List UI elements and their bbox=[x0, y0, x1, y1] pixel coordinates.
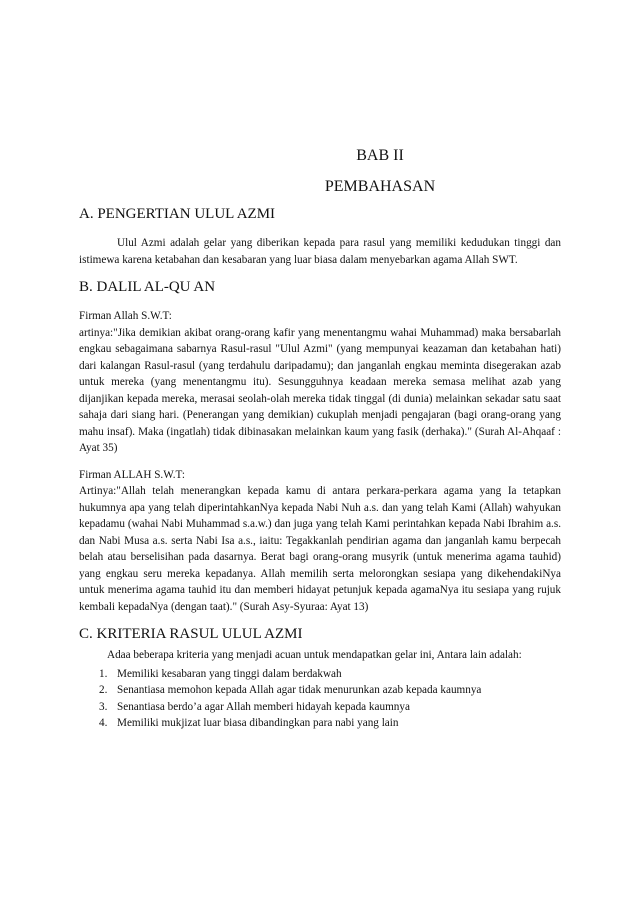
list-item bbox=[99, 699, 561, 716]
section-c-intro: Adaa beberapa kriteria yang menjadi acuan untuk mendapatkan gelar ini, Antara lain adalah: bbox=[107, 649, 522, 661]
list-item-number: 3. bbox=[99, 700, 108, 713]
list-item-text: Senantiasa berdo’a agar Allah memberi hidayah kepada kaumnya bbox=[117, 700, 410, 713]
section-c-heading: C. KRITERIA RASUL ULUL AZMI bbox=[79, 626, 303, 642]
section-a-heading: A. PENGERTIAN ULUL AZMI bbox=[79, 206, 276, 222]
list-item-text: Senantiasa memohon kepada Allah agar tidak menurunkan azab kepada kaumnya bbox=[117, 684, 482, 696]
list-item bbox=[99, 682, 561, 699]
firman-1-body: artinya:"Jika demikian akibat orang-orang kafir yang menentangmu wahai Muhammad) maka bersabarlah engkau sebagaimana sabarnya Rasul-rasul "Ulul Azmi" (yang mempunyai keazaman dan ketabahan hati) dari kalangan Rasul-rasul (yang terdahulu daripadamu); dan janganlah engkau meminta disegerakan azab untuk mereka (yang menentangmu itu). Sesungguhnya keadaan mereka semasa melihat azab yang dijanjikan kepada mereka, merasai seolah-olah mereka tidak tinggal (di dunia) melainkan sekadar satu saat sahaja dari siang hari. (Penerangan yang demikian) cukuplah menjadi pengajaran (bagi orang-orang yang mahu insaf). Maka (ingatlah) tidak dibinasakan melainkan kaum yang fasik (derhaka)." (Surah Al-Ahqaaf : Ayat 35) bbox=[79, 326, 561, 454]
criteria-list bbox=[79, 666, 561, 732]
chapter-title: PEMBAHASAN bbox=[324, 178, 436, 195]
firman-2-body: Artinya:"Allah telah menerangkan kepada kamu di antara perkara-perkara agama yang Ia tetapkan hukumnya apa yang telah diperintahkanNya kepada Nabi Nuh a.s. dan yang telah Kami (Allah) wahyukan kepadamu (wahai Nabi Muhammad s.a.w.) dan juga yang telah Kami perintahkan kepada Nabi Ibrahim a.s. dan Nabi Musa a.s. serta Nabi Isa a.s., iaitu: Tegakkanlah pendirian agama dan janganlah kamu berpecah belah atau berselisihan pada dasarnya. Berat bagi orang-orang musyrik (untuk menerima agama tauhid) yang engkau seru mereka kepadanya. Allah memilih serta melorongkan sesiapa yang dikehendakiNya untuk menerima agama tauhid itu dan memberi hidayat petunjuk kepada agamaNya itu sesiapa yang rujuk kembali kepadaNya (dengan taat)." (Surah Asy-Syuraa: Ayat 13) bbox=[79, 485, 561, 613]
firman-1-label: Firman Allah S.W.T: bbox=[79, 310, 172, 322]
firman-2-label: Firman ALLAH S.W.T: bbox=[79, 468, 185, 481]
list-item-number: 1. bbox=[99, 667, 108, 680]
list-item-text: Memiliki kesabaran yang tinggi dalam berdakwah bbox=[117, 667, 342, 680]
chapter-number: BAB II bbox=[356, 147, 404, 164]
page-content bbox=[79, 146, 561, 732]
list-item-text: Memiliki mukjizat luar biasa dibandingkan para nabi yang lain bbox=[117, 717, 399, 729]
section-b-heading: B. DALIL AL-QU AN bbox=[79, 279, 216, 295]
list-item bbox=[99, 666, 561, 683]
section-a-body: Ulul Azmi adalah gelar yang diberikan kepada para rasul yang memiliki kedudukan tinggi dan istimewa karena ketabahan dan kesabaran yang luar biasa dalam menyebarkan agama Allah SWT. bbox=[79, 237, 561, 266]
list-item-number: 2. bbox=[99, 684, 108, 696]
list-item bbox=[99, 715, 561, 732]
list-item-number: 4. bbox=[99, 717, 108, 729]
